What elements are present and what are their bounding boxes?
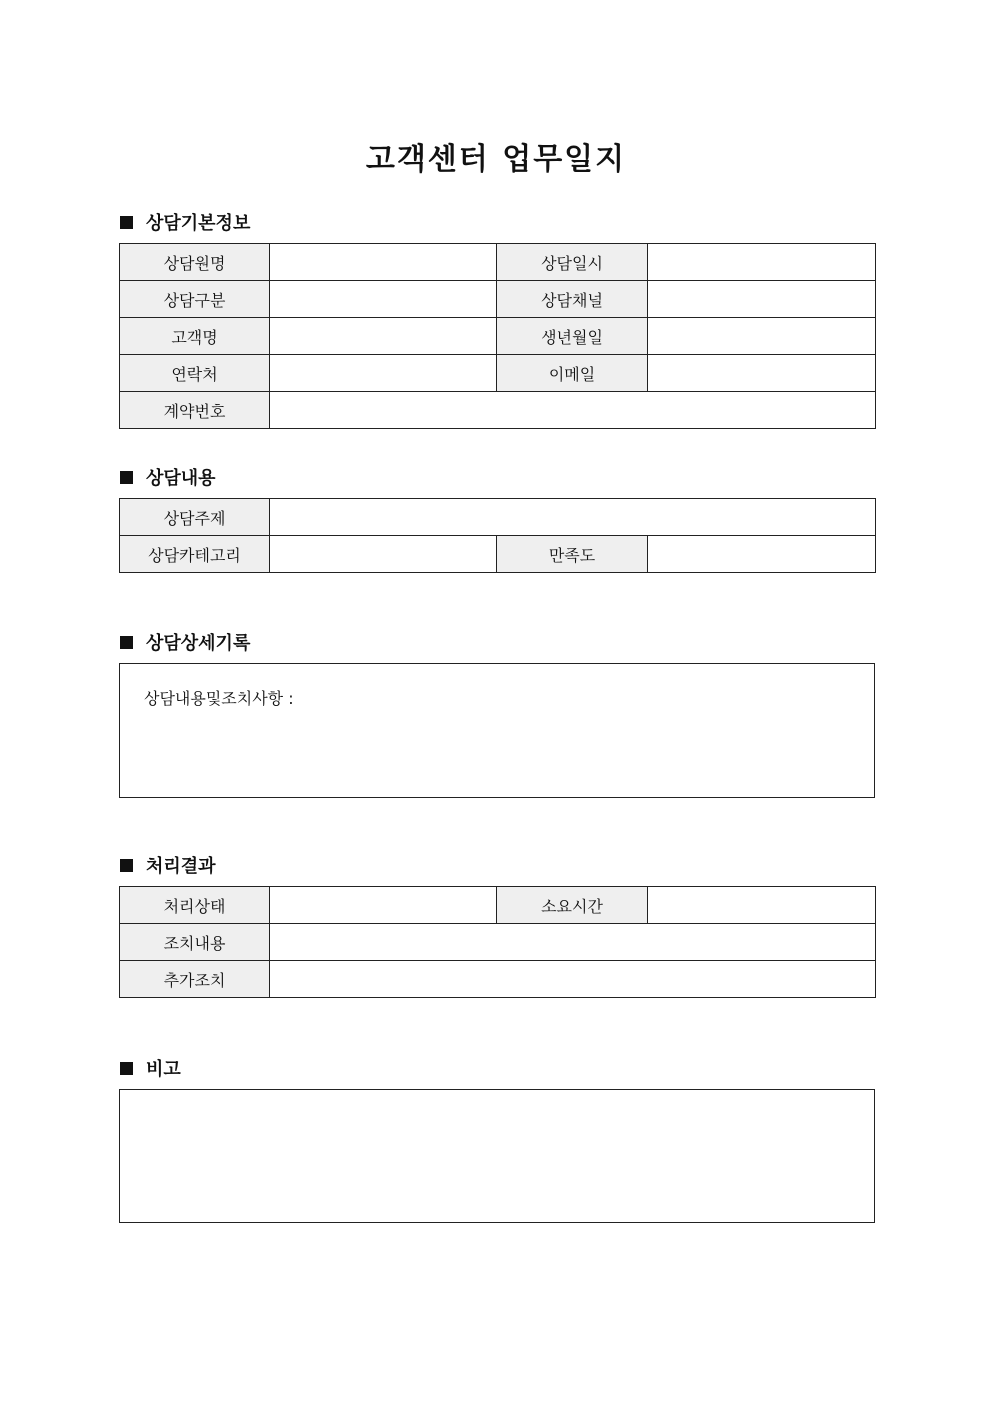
consult-type-field[interactable]	[270, 281, 497, 318]
square-bullet-icon	[120, 1062, 133, 1075]
detail-record-box[interactable]	[119, 663, 875, 798]
table-row	[120, 887, 876, 924]
label-cell: 상담주제	[120, 499, 270, 536]
section-heading	[119, 1053, 875, 1083]
label-cell: 이메일	[497, 355, 648, 392]
label-cell: 조치내용	[120, 924, 270, 961]
table-row	[120, 499, 876, 536]
section-heading-label: 상담기본정보	[146, 213, 251, 234]
content-table	[119, 498, 876, 573]
email-field[interactable]	[648, 355, 876, 392]
section-heading-label: 상담내용	[146, 468, 216, 489]
table-row	[120, 536, 876, 573]
section-heading-label: 상담상세기록	[146, 633, 251, 654]
square-bullet-icon	[120, 636, 133, 649]
birthdate-field[interactable]	[648, 318, 876, 355]
contract-number-field[interactable]	[270, 392, 876, 429]
consult-channel-field[interactable]	[648, 281, 876, 318]
remarks-box[interactable]	[119, 1089, 875, 1223]
section-content	[119, 462, 875, 573]
table-row	[120, 392, 876, 429]
satisfaction-field[interactable]	[648, 536, 876, 573]
table-row	[120, 355, 876, 392]
square-bullet-icon	[120, 216, 133, 229]
label-cell: 상담일시	[497, 244, 648, 281]
basic-info-table	[119, 243, 876, 429]
section-heading	[119, 850, 875, 880]
section-result	[119, 850, 875, 998]
table-row	[120, 318, 876, 355]
section-heading	[119, 207, 875, 237]
counselor-name-field[interactable]	[270, 244, 497, 281]
label-cell: 고객명	[120, 318, 270, 355]
time-spent-field[interactable]	[648, 887, 876, 924]
section-basic-info	[119, 207, 875, 429]
table-row	[120, 244, 876, 281]
section-heading-label: 처리결과	[146, 856, 216, 877]
page-title: 고객센터 업무일지	[365, 142, 627, 177]
label-cell: 추가조치	[120, 961, 270, 998]
table-row	[120, 924, 876, 961]
consult-datetime-field[interactable]	[648, 244, 876, 281]
label-cell: 상담원명	[120, 244, 270, 281]
section-remarks	[119, 1053, 875, 1223]
section-heading	[119, 627, 875, 657]
followup-action-field[interactable]	[270, 961, 876, 998]
result-table	[119, 886, 876, 998]
label-cell: 상담채널	[497, 281, 648, 318]
section-heading	[119, 462, 875, 492]
square-bullet-icon	[120, 859, 133, 872]
table-row	[120, 281, 876, 318]
label-cell: 만족도	[497, 536, 648, 573]
label-cell: 처리상태	[120, 887, 270, 924]
label-cell: 소요시간	[497, 887, 648, 924]
process-status-field[interactable]	[270, 887, 497, 924]
label-cell: 상담카테고리	[120, 536, 270, 573]
section-detail	[119, 627, 875, 798]
label-cell: 상담구분	[120, 281, 270, 318]
action-detail-field[interactable]	[270, 924, 876, 961]
label-cell: 연락처	[120, 355, 270, 392]
detail-prompt: 상담내용및조치사항 :	[144, 689, 294, 708]
customer-name-field[interactable]	[270, 318, 497, 355]
section-heading-label: 비고	[146, 1059, 181, 1080]
square-bullet-icon	[120, 471, 133, 484]
label-cell: 생년월일	[497, 318, 648, 355]
contact-field[interactable]	[270, 355, 497, 392]
table-row	[120, 961, 876, 998]
consult-category-field[interactable]	[270, 536, 497, 573]
consult-topic-field[interactable]	[270, 499, 876, 536]
label-cell: 계약번호	[120, 392, 270, 429]
